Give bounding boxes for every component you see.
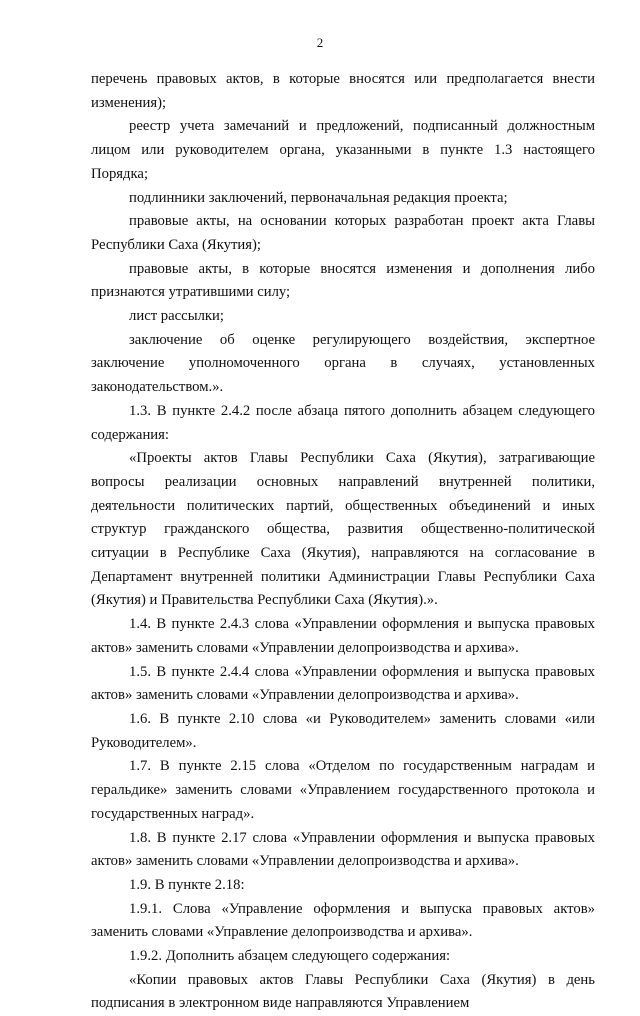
- paragraph-list-item: правовые акты, в которые вносятся изменения и дополнения либо признаются утратившими силу;: [91, 260, 595, 301]
- paragraph-list-item: реестр учета замечаний и предложений, подписанный должностным лицом или руководителем органа, указанными в пункте 1.3 настоящего Порядка;: [91, 118, 595, 182]
- paragraph-clause: 1.5. В пункте 2.4.4 слова «Управлении оформления и выпуска правовых актов» заменить словами «Управлении делопроизводства и архива».: [91, 663, 595, 704]
- paragraph-clause: 1.8. В пункте 2.17 слова «Управлении оформления и выпуска правовых актов» заменить словами «Управлении делопроизводства и архива».: [91, 829, 595, 870]
- paragraph-list-item: заключение об оценке регулирующего воздействия, экспертное заключение уполномоченного органа в случаях, установленных законодательством.».: [91, 331, 595, 396]
- paragraph-clause: 1.9. В пункте 2.18:: [129, 876, 245, 893]
- paragraph-quote: «Копии правовых актов Главы Республики Саха (Якутия) в день подписания в электронном виде направляются Управлением: [91, 971, 595, 1012]
- document-body: [91, 68, 595, 1016]
- paragraph-clause: 1.7. В пункте 2.15 слова «Отделом по государственным наградам и геральдике» заменить словами «Управлением государственного протокола и государственных наград».: [91, 758, 595, 822]
- paragraph-clause: 1.9.2. Дополнить абзацем следующего содержания:: [129, 948, 451, 965]
- paragraph-list-item: подлинники заключений, первоначальная редакция проекта;: [129, 189, 508, 206]
- paragraph-list-item: лист рассылки;: [129, 308, 224, 325]
- page-number: 2: [316, 35, 324, 50]
- paragraph-clause: 1.6. В пункте 2.10 слова «и Руководителем» заменить словами «или Руководителем».: [91, 710, 595, 751]
- paragraph-list-item: правовые акты, на основании которых разработан проект акта Главы Республики Саха (Якутия);: [91, 213, 595, 253]
- paragraph-clause: 1.4. В пункте 2.4.3 слова «Управлении оформления и выпуска правовых актов» заменить словами «Управлении делопроизводства и архива».: [91, 616, 595, 656]
- paragraph-clause: 1.9.1. Слова «Управление оформления и выпуска правовых актов» заменить словами «Управление делопроизводства и архива».: [91, 900, 595, 941]
- paragraph-list-item: перечень правовых актов, в которые вносятся или предполагается внести изменения);: [91, 71, 595, 111]
- paragraph-quote: «Проекты актов Главы Республики Саха (Якутия), затрагивающие вопросы реализации основных направлений внутренней политики, деятельности политических партий, общественных объединений и иных структур гражданского общества, развития общественно-политической ситуации в Республике Саха (Якутия), направляются на согласование в Департамент внутренней политики Администрации Главы Республики Саха (Якутия) и Правительства Республики Саха (Якутия).».: [91, 450, 595, 609]
- paragraph-clause: 1.3. В пункте 2.4.2 после абзаца пятого дополнить абзацем следующего содержания:: [91, 402, 595, 443]
